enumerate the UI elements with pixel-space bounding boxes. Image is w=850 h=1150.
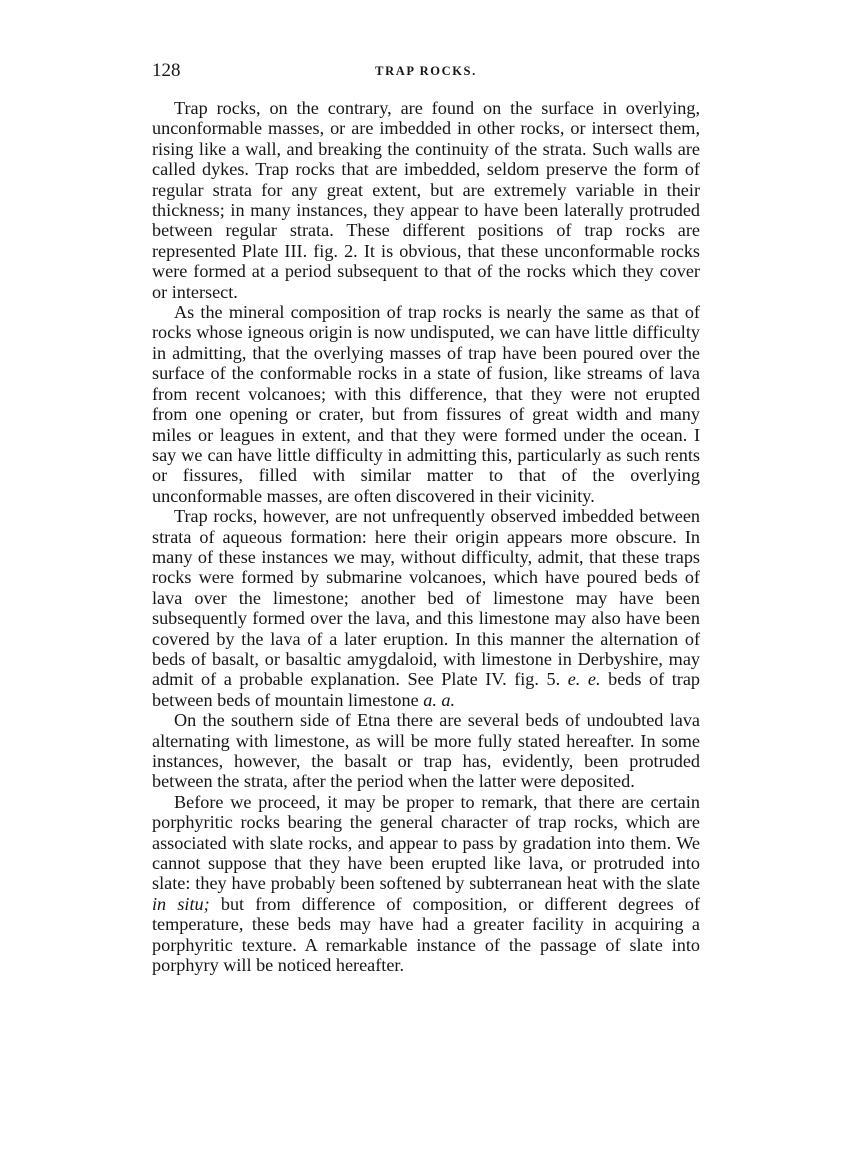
paragraph-text: Before we proceed, it may be proper to remark, that there are certain porphyritic rocks bearing the general character of trap rocks, which are associated with slate rocks, and appear to pass by gradation into them. We cannot suppose that they have been erupted like lava, or protruded into slate: they have probably been softened by subterranean heat with the slate (152, 791, 700, 894)
paragraph-text: beds of trap between beds of mountain limestone (152, 669, 701, 710)
paragraph-text: As the mineral composition of trap rocks is nearly the same as that of rocks whose igneous origin is now undisputed, we can have little difficulty in admitting, that the overlying masses of trap have been poured over the surface of the conformable rocks in a state of fusion, like streams of lava from recent volcanoes; with this difference, that they were not erupted from one opening or crater, but from fissures of great width and many miles or leagues in extent, and that they were formed under the ocean. I say we can have little difficulty in admitting this, particularly as such rents or fissures, filled with similar matter to that of the overlying unconformable masses, are often discovered in their vicinity. (152, 302, 700, 506)
paragraph-text: Trap rocks, however, are not unfrequently observed imbedded between strata of aqueous formation: here their origin appears more obscure. In many of these instances we may, without difficulty, admit, that these traps rocks were formed by submarine volcanoes, which have poured beds of lava over the limestone; another bed of limestone may have been subsequently formed over the lava, and this limestone may also have been covered by the lava of a later eruption. In this manner the alternation of beds of basalt, or basaltic amygdaloid, with limestone in Derbyshire, may admit of a probable explanation. See Plate IV. fig. 5. (152, 506, 700, 690)
italic-reference: a. a. (423, 689, 456, 710)
paragraph-3 (152, 506, 700, 710)
italic-phrase: in situ; (152, 893, 210, 914)
paragraph-1 (152, 98, 700, 302)
body-text (152, 98, 700, 975)
book-page (152, 56, 700, 975)
paragraph-5 (152, 792, 700, 976)
paragraph-4 (152, 710, 700, 792)
running-head (152, 56, 700, 86)
running-title: TRAP ROCKS. (375, 64, 477, 78)
paragraph-2 (152, 302, 700, 506)
paragraph-text: Trap rocks, on the contrary, are found on the surface in overlying, unconformable masses, or are imbedded in other rocks, or intersect them, rising like a wall, and breaking the continuity of the strata. Such walls are called dykes. Trap rocks that are imbedded, seldom preserve the form of regular strata for any great extent, but are extremely variable in their thickness; in many instances, they appear to have been laterally protruded between regular strata. These different positions of trap rocks are represented Plate III. fig. 2. It is obvious, that these unconformable rocks were formed at a period subsequent to that of the rocks which they cover or intersect. (152, 98, 700, 302)
paragraph-text: but from difference of composition, or different degrees of temperature, these beds may have had a greater facility in acquiring a porphyritic texture. A remarkable instance of the passage of slate into porphyry will be noticed hereafter. (152, 893, 700, 976)
paragraph-text: On the southern side of Etna there are several beds of undoubted lava alternating with limestone, as will be more fully stated hereafter. In some instances, however, the basalt or trap has, evidently, been protruded between the strata, after the period when the latter were deposited. (152, 710, 700, 792)
italic-reference: e. e. (567, 669, 601, 690)
page-number: 128 (152, 60, 181, 81)
